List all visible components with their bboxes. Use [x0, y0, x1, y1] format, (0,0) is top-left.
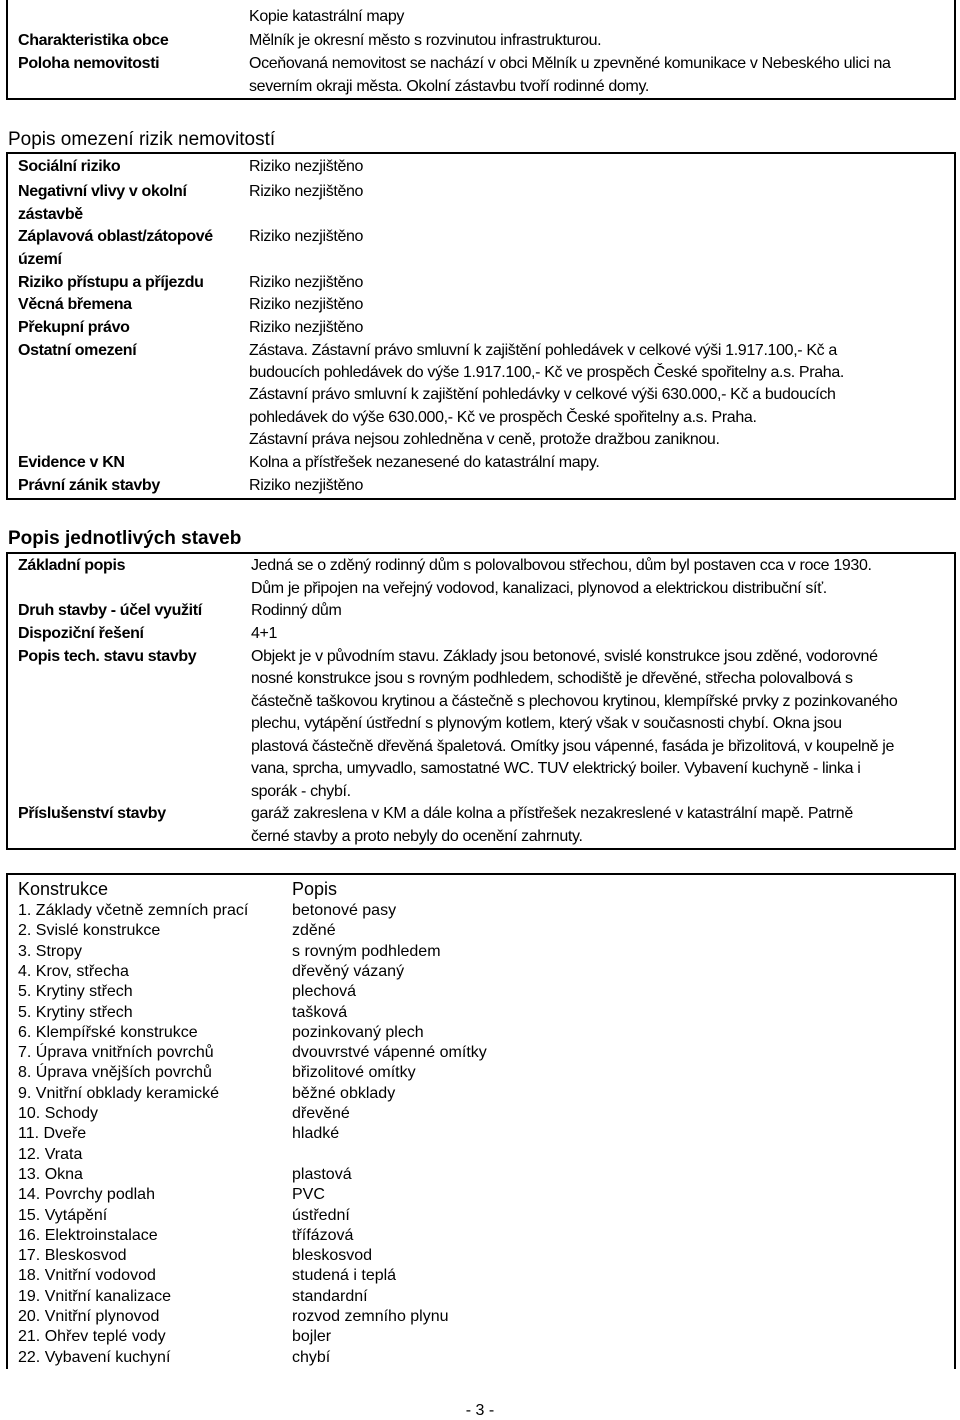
- municipality-value: Mělník je okresní město s rozvinutou infrastrukturou.: [249, 32, 602, 49]
- municipality-label: Charakteristika obce: [18, 32, 169, 49]
- construction-item-name: 2. Svislé konstrukce: [18, 922, 161, 940]
- tech-line: částečně taškovou krytinou a částečně s plechovou krytinou, klempířské prvky z pozinkovaného: [251, 693, 898, 710]
- construction-item-desc: třífázová: [292, 1226, 354, 1244]
- construction-item-name: 12. Vrata: [18, 1145, 83, 1163]
- construction-item-desc: betonové pasy: [292, 902, 397, 919]
- risk-value-line: budoucích pohledávek do výše 1.917.100,- Kč ve prospěch České spořitelny a.s. Praha.: [249, 364, 844, 381]
- type-value: Rodinný dům: [251, 602, 342, 619]
- construction-item-name: 20. Vnitřní plynovod: [18, 1308, 160, 1325]
- page-number: - 3 -: [465, 1402, 495, 1419]
- construction-item-desc: plastová: [292, 1165, 352, 1183]
- accessories-line: černé stavby a proto nebyly do ocenění zahrnuty.: [251, 828, 583, 845]
- risk-label-cont: území: [18, 251, 62, 268]
- location-label: Poloha nemovitosti: [18, 55, 160, 72]
- risk-label: Právní zánik stavby: [18, 477, 160, 494]
- construction-item-desc: chybí: [292, 1348, 331, 1366]
- description-header: Popis: [292, 879, 338, 899]
- construction-item-desc: standardní: [292, 1287, 368, 1305]
- construction-item-desc: bojler: [292, 1328, 332, 1346]
- tech-line: plastová částečně dřevěná špaletová. Omítky jsou vápenné, fasáda je břizolitová, v koupelně je: [251, 738, 895, 755]
- risk-value: Riziko nezjištěno: [249, 183, 364, 200]
- construction-item-desc: hladké: [292, 1125, 340, 1143]
- risk-label-cont: zástavbě: [18, 206, 83, 223]
- construction-item-name: 5. Krytiny střech: [18, 1003, 133, 1021]
- risk-value-line: Zástavní právo smluvní k zajištění pohledávky v celkové výši 630.000,- Kč a budoucích: [249, 386, 836, 403]
- risk-value: Riziko nezjištěno: [249, 477, 364, 494]
- construction-header: Konstrukce: [18, 879, 109, 899]
- basic-label: Základní popis: [18, 557, 126, 574]
- risk-value: Riziko nezjištěno: [249, 319, 364, 336]
- construction-item-name: 11. Dveře: [18, 1125, 87, 1143]
- construction-item-name: 18. Vnitřní vodovod: [18, 1267, 156, 1285]
- risk-value-line: Zástavní práva nejsou zohledněna v ceně, protože dražbou zaniknou.: [249, 431, 720, 448]
- basic-line: Dům je připojen na veřejný vodovod, kanalizaci, plynovod a elektrickou distribuční síť.: [251, 580, 827, 597]
- construction-item-desc: dřevěný vázaný: [292, 962, 405, 980]
- construction-item-name: 17. Bleskosvod: [18, 1247, 127, 1265]
- basic-line: Jedná se o zděný rodinný dům s polovalbovou střechou, dům byl postaven cca v roce 1930.: [251, 557, 872, 574]
- tech-line: plechu, vytápění ústřední s plynovým kotlem, který však v současnosti chybí. Okna jsou: [251, 715, 842, 732]
- construction-item-desc: břizolitové omítky: [292, 1064, 416, 1082]
- type-label: Druh stavby - účel využití: [18, 602, 202, 619]
- construction-item-desc: ústřední: [292, 1206, 350, 1224]
- risk-label: Sociální riziko: [18, 158, 121, 175]
- construction-item-desc: rozvod zemního plynu: [292, 1308, 449, 1325]
- risk-label: Riziko přístupu a příjezdu: [18, 274, 204, 291]
- construction-item-name: 3. Stropy: [18, 942, 83, 960]
- construction-item-name: 19. Vnitřní kanalizace: [18, 1287, 171, 1305]
- construction-item-name: 5. Krytiny střech: [18, 983, 133, 1001]
- layout-value: 4+1: [251, 625, 278, 642]
- risk-value: Riziko nezjištěno: [249, 228, 364, 245]
- risk-value: Kolna a přístřešek nezanesené do katastrální mapy.: [249, 454, 600, 471]
- construction-item-desc: dvouvrstvé vápenné omítky: [292, 1044, 487, 1062]
- construction-item-name: 13. Okna: [18, 1165, 83, 1183]
- construction-item-desc: tašková: [292, 1003, 348, 1021]
- risk-value: Riziko nezjištěno: [249, 296, 364, 313]
- tech-label: Popis tech. stavu stavby: [18, 648, 197, 665]
- risks-title: Popis omezení rizik nemovitostí: [8, 129, 276, 150]
- construction-item-desc: s rovným podhledem: [292, 942, 441, 960]
- tech-line: Objekt je v původním stavu. Základy jsou betonové, svislé konstrukce jsou zděné, vodorovné: [251, 648, 878, 665]
- construction-item-desc: bleskosvod: [292, 1247, 373, 1265]
- construction-item-name: 7. Úprava vnitřních povrchů: [18, 1044, 214, 1062]
- construction-item-desc: běžné obklady: [292, 1084, 396, 1102]
- construction-item-desc: zděné: [292, 922, 336, 940]
- map-copy-label: Kopie katastrální mapy: [249, 8, 405, 25]
- construction-item-name: 14. Povrchy podlah: [18, 1186, 155, 1204]
- construction-item-name: 6. Klempířské konstrukce: [18, 1023, 198, 1041]
- risk-value-line: Zástava. Zástavní právo smluvní k zajištění pohledávek v celkové výši 1.917.100,- Kč a: [249, 342, 837, 359]
- risk-value-line: pohledávek do výše 630.000,- Kč ve prospěch České spořitelny a.s. Praha.: [249, 409, 757, 426]
- risk-label: Negativní vlivy v okolní: [18, 183, 187, 200]
- construction-item-name: 10. Schody: [18, 1105, 99, 1122]
- risk-label: Překupní právo: [18, 319, 130, 336]
- risk-label: Ostatní omezení: [18, 342, 137, 359]
- construction-item-name: 9. Vnitřní obklady keramické: [18, 1084, 219, 1102]
- construction-item-name: 16. Elektroinstalace: [18, 1226, 158, 1244]
- construction-item-name: 22. Vybavení kuchyní: [18, 1348, 171, 1366]
- construction-item-desc: PVC: [292, 1186, 325, 1204]
- construction-item-name: 4. Krov, střecha: [18, 962, 129, 980]
- risk-label: Evidence v KN: [18, 454, 125, 471]
- construction-item-name: 1. Základy včetně zemních prací: [18, 902, 249, 919]
- construction-item-desc: dřevěné: [292, 1105, 350, 1122]
- construction-item-name: 21. Ohřev teplé vody: [18, 1328, 166, 1346]
- buildings-title: Popis jednotlivých staveb: [8, 528, 242, 549]
- location-value: Oceňovaná nemovitost se nachází v obci Mělník u zpevněné komunikace v Nebeského ulici na: [249, 55, 891, 72]
- location-value-2: severním okraji města. Okolní zástavbu tvoří rodinné domy.: [249, 78, 650, 95]
- accessories-label: Příslušenství stavby: [18, 805, 166, 822]
- layout-label: Dispoziční řešení: [18, 625, 144, 642]
- tech-line: vana, sprcha, umyvadlo, samostatné WC. TUV elektrický boiler. Vybavení kuchyně - linka i: [251, 760, 861, 777]
- construction-item-desc: pozinkovaný plech: [292, 1023, 424, 1041]
- accessories-line: garáž zakreslena v KM a dále kolna a přístřešek nezakreslené v katastrální mapě. Patrně: [251, 805, 853, 822]
- risk-label: Věcná břemena: [18, 296, 132, 313]
- construction-item-desc: studená i teplá: [292, 1267, 397, 1285]
- risk-value: Riziko nezjištěno: [249, 158, 364, 175]
- construction-item-desc: plechová: [292, 983, 357, 1001]
- risk-label: Záplavová oblast/zátopové: [18, 228, 213, 245]
- construction-item-name: 15. Vytápění: [18, 1206, 108, 1224]
- tech-line: nosné konstrukce jsou s rovným podhledem, schodiště je dřevěné, střecha polovalbová s: [251, 670, 853, 687]
- risk-value: Riziko nezjištěno: [249, 274, 364, 291]
- tech-line: sporák - chybí.: [251, 783, 351, 800]
- construction-item-name: 8. Úprava vnějších povrchů: [18, 1064, 212, 1082]
